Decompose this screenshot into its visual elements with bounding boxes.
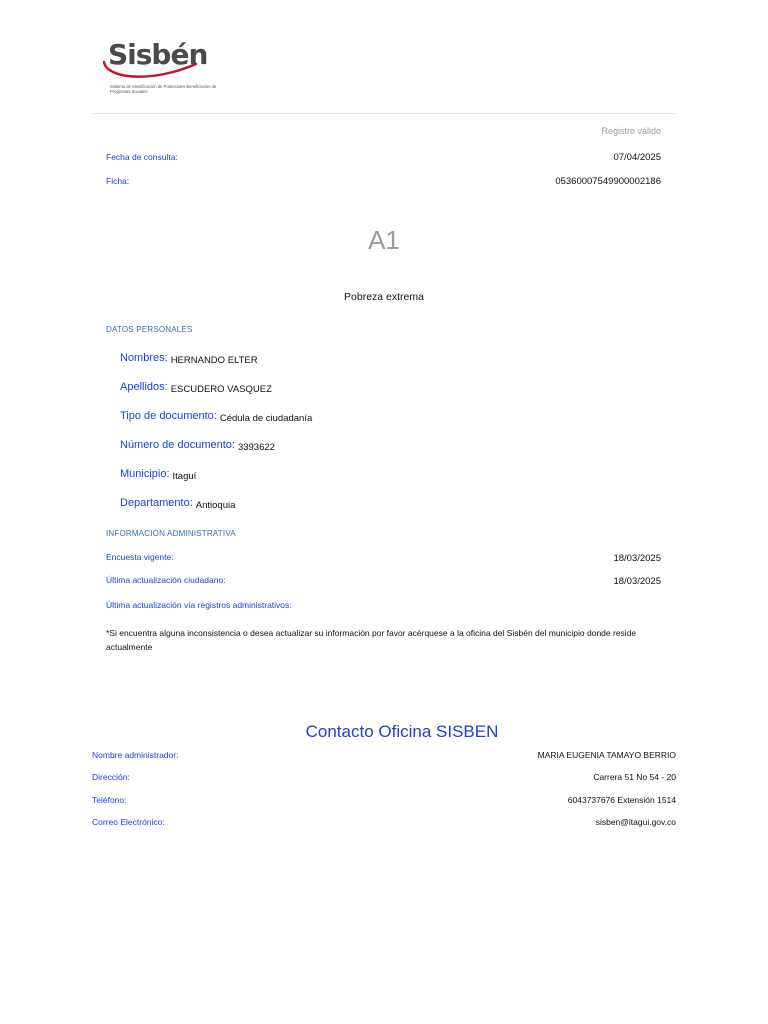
field-value: Itaguí	[172, 471, 197, 482]
field-value: Antioquia	[195, 500, 236, 511]
field-departamento	[120, 493, 235, 511]
field-label: Municipio:	[120, 468, 170, 480]
field-value: ESCUDERO VASQUEZ	[170, 384, 272, 395]
field-numero-documento	[120, 435, 275, 453]
direccion-label: Dirección:	[92, 772, 130, 782]
grupo-descripcion: Pobreza extrema	[344, 291, 424, 303]
field-apellidos	[120, 377, 272, 395]
info-admin-title: INFORMACIÓN ADMINISTRATIVA	[106, 529, 236, 538]
field-label: Apellidos:	[120, 381, 168, 393]
contacto-title: Contacto Oficina SISBEN	[305, 722, 499, 741]
telefono-label: Teléfono:	[92, 795, 127, 805]
sisben-logo	[100, 38, 220, 100]
field-label: Departamento:	[120, 497, 193, 509]
logo-tagline: Sistema de Identificación de Potenciales Beneficiarios de Programas Sociales	[110, 84, 217, 94]
field-value: 3393622	[237, 442, 275, 453]
actualizacion-ciudadano-label: Última actualización ciudadano:	[106, 575, 226, 585]
fecha-consulta-value: 07/04/2025	[613, 152, 661, 163]
registro-status: Registro válido	[601, 126, 661, 136]
grupo-sisben: A1	[368, 225, 400, 255]
datos-personales-title: DATOS PERSONALES	[106, 325, 193, 334]
logo-wordmark: Sisbén	[108, 38, 208, 71]
nombre-administrador-value: MARIA EUGENIA TAMAYO BERRIO	[537, 750, 676, 760]
direccion-value: Carrera 51 No 54 - 20	[593, 772, 676, 782]
actualizacion-registros-label: Última actualización vía registros administrativos:	[106, 600, 292, 610]
correo-label: Correo Electrónico:	[92, 817, 165, 827]
field-value: Cédula de ciudadanía	[219, 413, 313, 424]
fecha-consulta-label: Fecha de consulta:	[106, 152, 178, 162]
field-value: HERNANDO ELTER	[170, 355, 258, 366]
telefono-value: 6043737676 Extensión 1514	[567, 795, 676, 805]
field-label: Tipo de documento:	[120, 410, 217, 422]
field-label: Nombres:	[120, 352, 168, 364]
field-tipo-documento	[120, 406, 312, 424]
ficha-label: Ficha:	[106, 176, 130, 186]
field-municipio	[120, 464, 196, 482]
field-label: Número de documento:	[120, 439, 235, 451]
actualizacion-ciudadano-value: 18/03/2025	[613, 576, 661, 587]
correo-value[interactable]: sisben@itagui.gov.co	[595, 817, 676, 827]
inconsistencia-note: *Si encuentra alguna inconsistencia o desea actualizar su información por favor acérquese a la oficina del Sisbén del municipio donde reside actualmente	[106, 628, 637, 652]
header-divider	[92, 113, 676, 114]
encuesta-vigente-value: 18/03/2025	[613, 553, 661, 564]
nombre-administrador-label: Nombre administrador:	[92, 750, 179, 760]
encuesta-vigente-label: Encuesta vigente:	[106, 552, 174, 562]
field-nombres	[120, 348, 258, 366]
ficha-value: 05360007549900002186	[555, 176, 661, 187]
